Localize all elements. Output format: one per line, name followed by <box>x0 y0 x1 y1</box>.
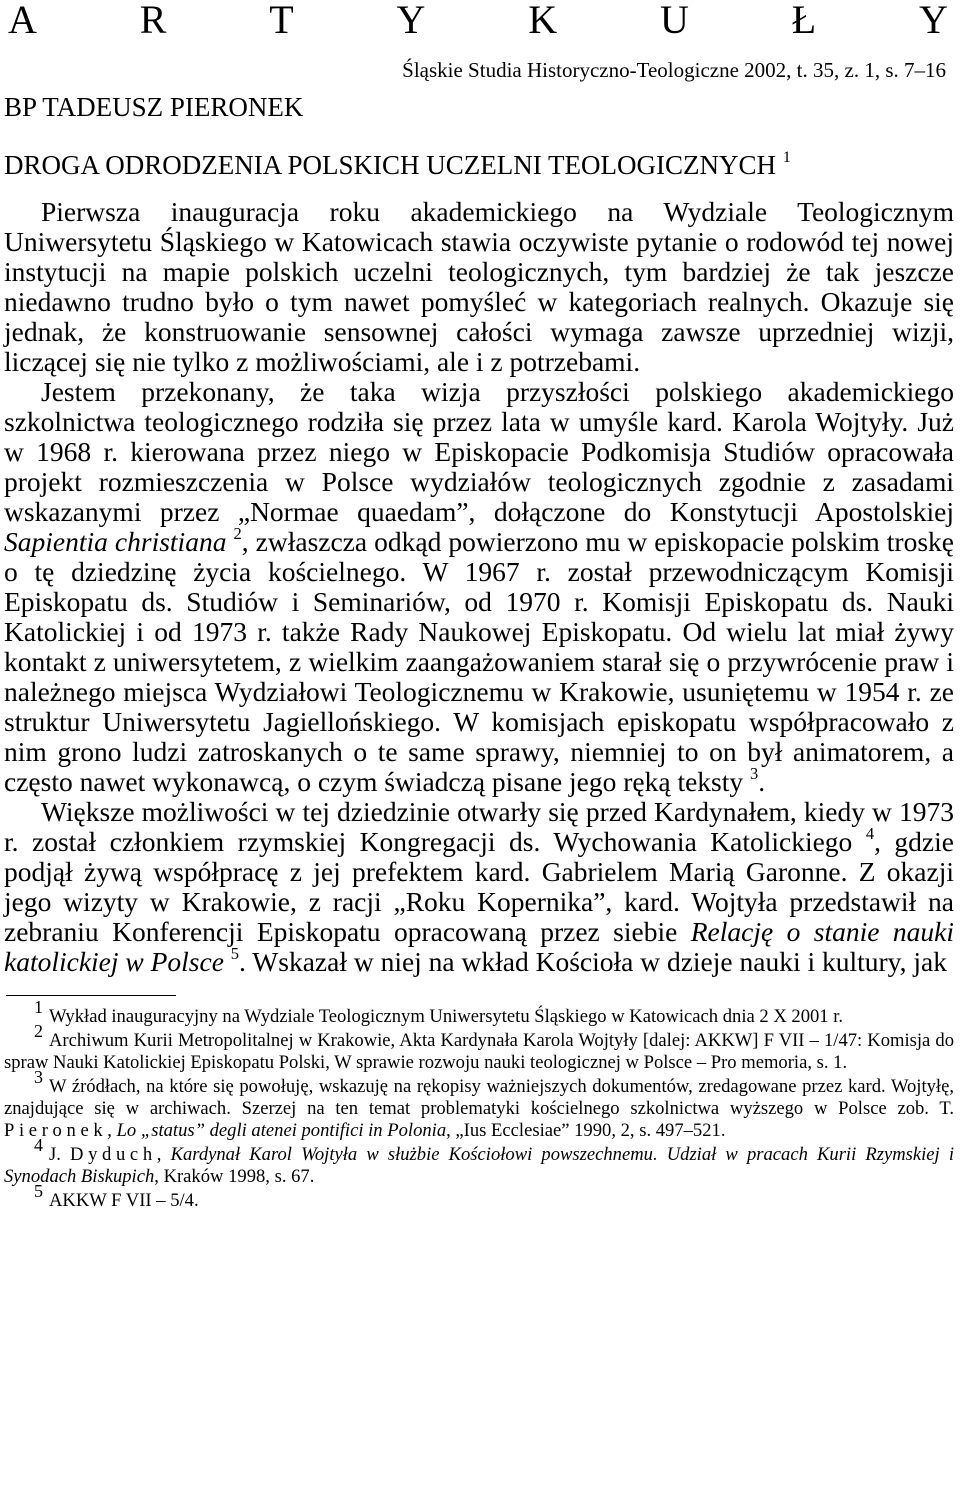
italic-title: Lo „status” degli atenei pontifici in Polonia <box>116 1120 447 1141</box>
footnote-number: 1 <box>34 997 43 1018</box>
footnote-divider <box>6 995 176 996</box>
footnote-ref: 3 <box>750 764 759 784</box>
footnote-number: 5 <box>34 1181 43 1202</box>
section-letter: A <box>8 0 37 42</box>
spaced-author: Pieronek <box>4 1120 108 1141</box>
paragraph: Jestem przekonany, że taka wizja przyszłości polskiego akademickiego szkolnictwa teologicznego rodziła się przez lata w umyśle kard. Karola Wojtyły. Już w 1968 r. kierowana przez niego w Episkopacie Podkomisja Studiów opracowała projekt rozmieszczenia w Polsce wydziałów teologicznych zgodnie z zasadami wskazanymi przez „Normae quaedam”, dołączone do Konstytucji Apostolskiej Sapientia christiana $^2$, zwłaszcza odkąd powierzono mu w episkopacie polskim troskę o tę dziedzinę życia kościelnego. W 1967 r. został przewodniczącym Komisji Episkopatu ds. Studiów i Seminariów, od 1970 r. Komisji Episkopatu ds. Nauki Katolickiej i od 1973 r. także Rady Naukowej Episkopatu. Od wielu lat miał żywy kontakt z uniwersytetem, z wielkim zaangażowaniem starał się o przywrócenie praw i należnego miejsca Wydziałowi Teologicznemu w Krakowie, usuniętemu w 1954 r. ze struktur Uniwersytetu Jagiellońskiego. W komisjach episkopatu współpracowało z nim grono ludzi zatroskanych o te same sprawy, niemniej to on był animatorem, a często nawet wykonawcą, o czym świadczą pisane jego ręką teksty $^3$. <box>4 376 954 797</box>
article-title-text: DROGA ODRODZENIA POLSKICH UCZELNI TEOLOGICZNYCH <box>4 150 776 180</box>
footnote-ref: 5 <box>230 944 240 964</box>
footnote-number: 2 <box>34 1021 43 1042</box>
paragraph: Pierwsza inauguracja roku akademickiego na Wydziale Teologicznym Uniwersytetu Śląskiego w Katowicach stawia oczywiste pytanie o rodowód tej nowej instytucji na mapie polskich uczelni teologicznych, tym bardziej że tak jeszcze niedawno trudno było o tym nawet pomyśleć w kategoriach realnych. Okazuje się jednak, że konstruowanie sensownej całości wymaga zawsze uprzedniej wizji, liczącej się nie tylko z możliwościami, ale i z potrzebami. <box>4 196 954 377</box>
footnote-number: 4 <box>34 1135 43 1156</box>
footnote-ref: 4 <box>865 824 875 844</box>
footnotes <box>2 997 955 1212</box>
section-header <box>2 0 954 40</box>
footnote: $^5$ AKKW F VII – 5/4. <box>34 1181 199 1211</box>
section-letter: Ł <box>791 0 817 42</box>
footnote: $^1$ Wykład inauguracyjny na Wydziale Teologicznym Uniwersytetu Śląskiego w Katowicach dnia 2 X 2001 r. <box>34 997 844 1027</box>
footnote: $^4$ J. Dyduch, Kardynał Karol Wojtyła w służbie Kościołowi powszechnemu. Udział w pracach Kurii Rzymskiej i Synodach Biskupich, Kraków 1998, s. 67. <box>4 1135 955 1187</box>
article-body <box>2 197 954 977</box>
spaced-author: Dyduch <box>70 1144 157 1165</box>
section-letter: R <box>139 0 167 42</box>
section-letter: Y <box>919 0 948 42</box>
footnote: $^2$ Archiwum Kurii Metropolitalnej w Krakowie, Akta Kardynała Karola Wojtyły [dalej: AKKW] F VII – 1/47: Komisja do spraw Nauki Katolickiej Episkopatu Polski, W sprawie rozwoju nauki teologicznej w Polsce – Pro memoria, s. 1. <box>4 1021 954 1073</box>
italic-title: Sapientia christiana <box>4 526 227 557</box>
paragraph: Większe możliwości w tej dziedzinie otwarły się przed Kardynałem, kiedy w 1973 r. został członkiem rzymskiej Kongregacji ds. Wychowania Katolickiego $^4$, gdzie podjął żywą współpracę z jej prefektem kard. Gabrielem Marią Garonne. Z okazji jego wizyty w Krakowie, z racji „Roku Kopernika”, kard. Wojtyła przedstawił na zebraniu Konferencji Episkopatu opracowaną przez siebie Relację o stanie nauki katolickiej w Polsce $^5$. Wskazał w niej na wkład Kościoła w dzieje nauki i kultury, jak <box>4 796 954 977</box>
footnote: $^3$ W źródłach, na które się powołuję, wskazuję na rękopisy ważniejszych dokumentów, zredagowane przez kard. Wojtyłę, znajdujące się w archiwach. Szerzej na ten temat problematyki kościelnego szkolnictwa wyższego w Polsce zob. T. Pieronek, Lo „status” degli atenei pontifici in Polonia, „Ius Ecclesiae” 1990, 2, s. 497–521. <box>4 1067 954 1141</box>
section-letter: K <box>528 0 558 42</box>
journal-citation: Śląskie Studia Historyczno-Teologiczne 2002, t. 35, z. 1, s. 7–16 <box>402 58 946 82</box>
article-title <box>2 150 954 180</box>
footnote-ref: 2 <box>233 524 242 544</box>
footnote-ref: 1 <box>782 148 791 167</box>
footnote-number: 3 <box>34 1067 43 1088</box>
section-letter: U <box>660 0 689 42</box>
section-letter: T <box>269 0 294 42</box>
author-name: BP TADEUSZ PIERONEK <box>4 92 304 122</box>
section-letter: Y <box>396 0 426 42</box>
italic-title: Kardynał Karol Wojtyła w służbie Kościołowi powszechnemu. Udział w pracach Kurii Rzymskiej i Synodach Biskupich <box>4 1144 955 1187</box>
italic-title: Relację o stanie nauki katolickiej w Polsce <box>4 916 954 977</box>
